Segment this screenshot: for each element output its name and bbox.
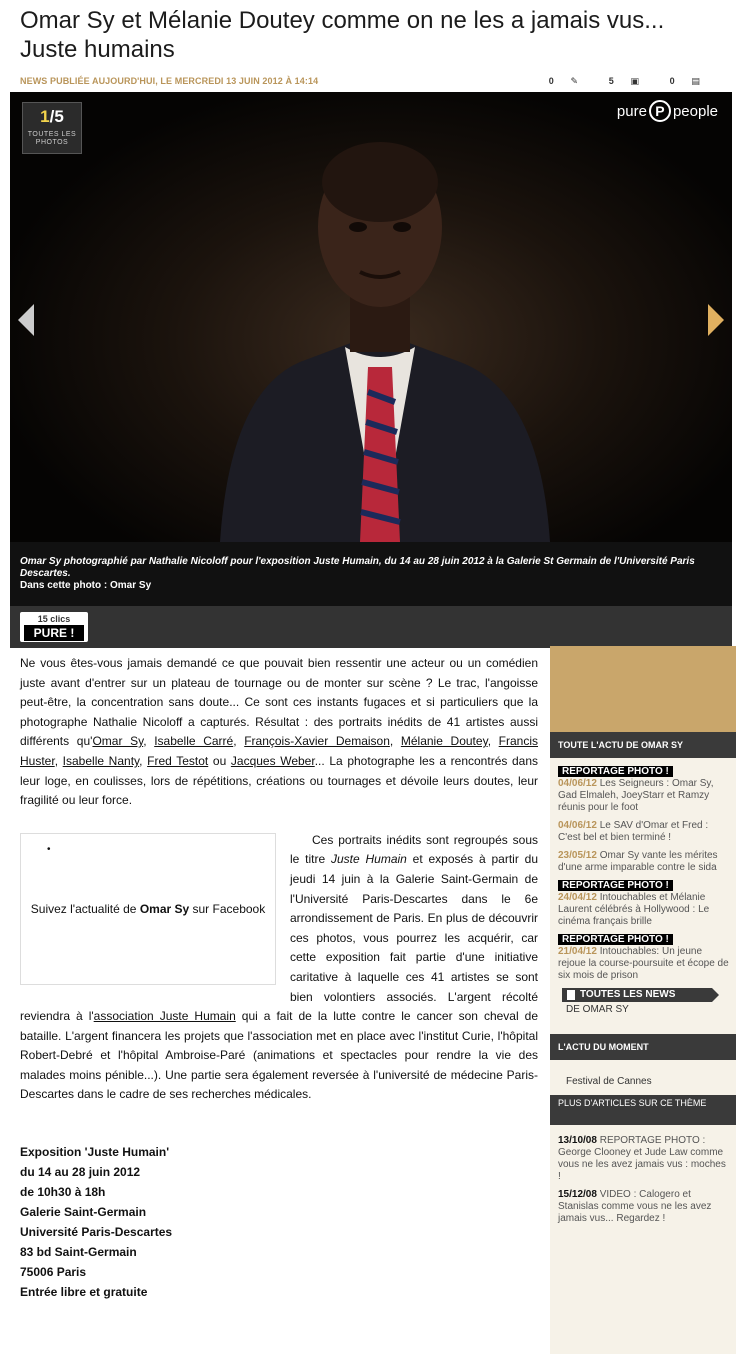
list-item[interactable]: 15/12/08 VIDEO : Calogero et Stanislas comme vous ne les avez jamais vus... Regardez ! [558,1189,712,1224]
exhibition-info: Exposition 'Juste Humain' du 14 au 28 juin 2012 de 10h30 à 18h Galerie Saint-Germain Université Paris-Descartes 83 bd Saint-Germain 75006 Paris Entrée libre et gratuite [20,1145,173,1299]
comment-count[interactable]: 0 ✎ [548,76,579,86]
all-photos-link[interactable]: TOUTES LES PHOTOS [27,131,77,146]
moment-item[interactable]: Festival de Cannes [566,1076,652,1087]
document-icon [567,990,575,1000]
pure-button[interactable]: 15 clics PURE ! [20,612,88,642]
photo-counter[interactable]: 1/5 TOUTES LES PHOTOS [22,102,82,154]
portrait-illustration [210,132,550,542]
moment-title: L'ACTU DU MOMENT [550,1034,736,1060]
photo-caption: Omar Sy photographié par Nathalie Nicoloff pour l'exposition Juste Humain, du 14 au 28 juin 2012 à la Galerie St Germain de l'Université Paris Descartes. Dans cette photo : Omar Sy [10,542,732,606]
photo[interactable] [10,92,732,542]
article-stats [521,76,700,87]
list-item[interactable]: 13/10/08 REPORTAGE PHOTO : George Clooney et Jude Law comme vous ne les avez jamais vus : moches ! [558,1135,726,1182]
sidebar [550,646,736,1354]
purepeople-logo: pure P people [617,100,718,122]
article-body [20,654,538,1105]
list-item[interactable]: REPORTAGE PHOTO ! 04/06/12 Les Seigneurs : Omar Sy, Gad Elmaleh, JoeyStarr et Ramzy réunis pour le foot [558,766,714,813]
link-fred-testot[interactable]: Fred Testot [147,753,209,768]
list-item[interactable]: REPORTAGE PHOTO ! 24/04/12 Intouchables et Mélanie Laurent célébrés à Hollywood : Le cinéma français brille [558,880,710,927]
all-news-link[interactable]: TOUTES LES NEWS DE OMAR SY [562,988,730,1022]
photo-count[interactable]: 5 ▣ [608,76,640,86]
link-omar-sy[interactable]: Omar Sy [92,734,144,749]
prev-photo-arrow-icon[interactable] [18,304,34,336]
sidebar-ad [550,646,736,732]
list-item[interactable]: 23/05/12 Omar Sy vante les mérites d'une arme imparable contre le sida [558,850,718,873]
link-association-juste-humain[interactable]: association Juste Humain [93,1009,236,1024]
link-francis-huster[interactable]: Francis Huster [20,734,539,768]
actu-list [550,758,736,1026]
theme-list [550,1125,736,1225]
clic-bar [10,606,732,648]
photo-person-link[interactable]: Omar Sy [110,580,152,591]
paragraph-1: Ne vous êtes-vous jamais demandé ce que pouvait bien ressentir une acteur ou un comédien juste avant d'entrer sur un plateau de tournage ou de monter sur scène ? Le trac, l'angoisse peut-être, la concentration sans doute... Ce sont ces instants fugaces et si particuliers que la photographe Nathalie Nicoloff a capturés. Résultat : des portraits inédits de 41 artistes aussi différents qu'Omar Sy, Isabelle Carré, François-Xavier Demaison, Mélanie Doutey, Francis Huster, Isabelle Nanty, Fred Testot ou Jacques Weber... La photographe les a rencontrés dans leur loge, en coulisses, lors de répétitions, créations ou tournages et dévoile leurs doutes, leur fragilité ou leur force. [20,656,539,808]
photo-viewer [10,92,732,606]
link-francois-xavier-demaison[interactable]: François-Xavier Demaison [244,734,390,749]
list-item[interactable]: 04/06/12 Le SAV d'Omar et Fred : C'est bel et bien terminé ! [558,820,709,843]
fb-loader-icon: • [47,843,51,855]
link-jacques-weber[interactable]: Jacques Weber [230,753,315,768]
next-photo-arrow-icon[interactable] [708,304,724,336]
video-count[interactable]: 0 ▤ [669,76,700,86]
paragraph-2: Ces portraits inédits sont regroupés sous le titre Juste Humain et exposés à partir du jeudi 14 juin à la Galerie Saint-Germain de l'Université Paris-Descartes dans le 6e arrondissement de Paris. En plus de découvrir ces photos, vous pourrez les acquérir, car cette exposition fait partie d'une initiative caritative à laquelle ces 41 artistes se sont bien volontiers associés. L'argent récolté reviendra à l'association Juste Humain qui a fait de la lutte contre le cancer son cheval de bataille. L'argent financera les projets que l'association met en place avec l'institut Curie, l'hôpital Robert-Debré et l'hôpital Ambroise-Paré (animations et spectacles pour rendre la vie des malades moins pénible...). Une partie sera également reversée à l'université de médecine Paris-Descartes dans le cadre de ses recherches médicales. [20,832,539,1102]
published-date: NEWS PUBLIÉE AUJOURD'HUI, LE MERCREDI 13 JUIN 2012 À 14:14 [20,76,319,86]
pencil-icon: ✎ [567,76,579,86]
film-icon: ▤ [688,76,700,86]
theme-title: PLUS D'ARTICLES SUR CE THÈME [550,1095,736,1125]
link-isabelle-nanty[interactable]: Isabelle Nanty [62,753,140,768]
facebook-box[interactable]: • Suivez l'actualité de Omar Sy sur Facebook [20,833,276,985]
link-isabelle-carre[interactable]: Isabelle Carré [154,734,234,749]
link-melanie-doutey[interactable]: Mélanie Doutey [400,734,488,749]
article-meta [20,76,732,90]
article-title: Omar Sy et Mélanie Doutey comme on ne les a jamais vus... Juste humains [20,7,665,63]
camera-icon: ▣ [627,76,640,86]
list-item[interactable]: REPORTAGE PHOTO ! 21/04/12 Intouchables: Un jeune rejoue la course-poursuite et écope de six mois de prison [558,934,729,981]
sidebar-actu-title: TOUTE L'ACTU DE OMAR SY [550,732,736,758]
